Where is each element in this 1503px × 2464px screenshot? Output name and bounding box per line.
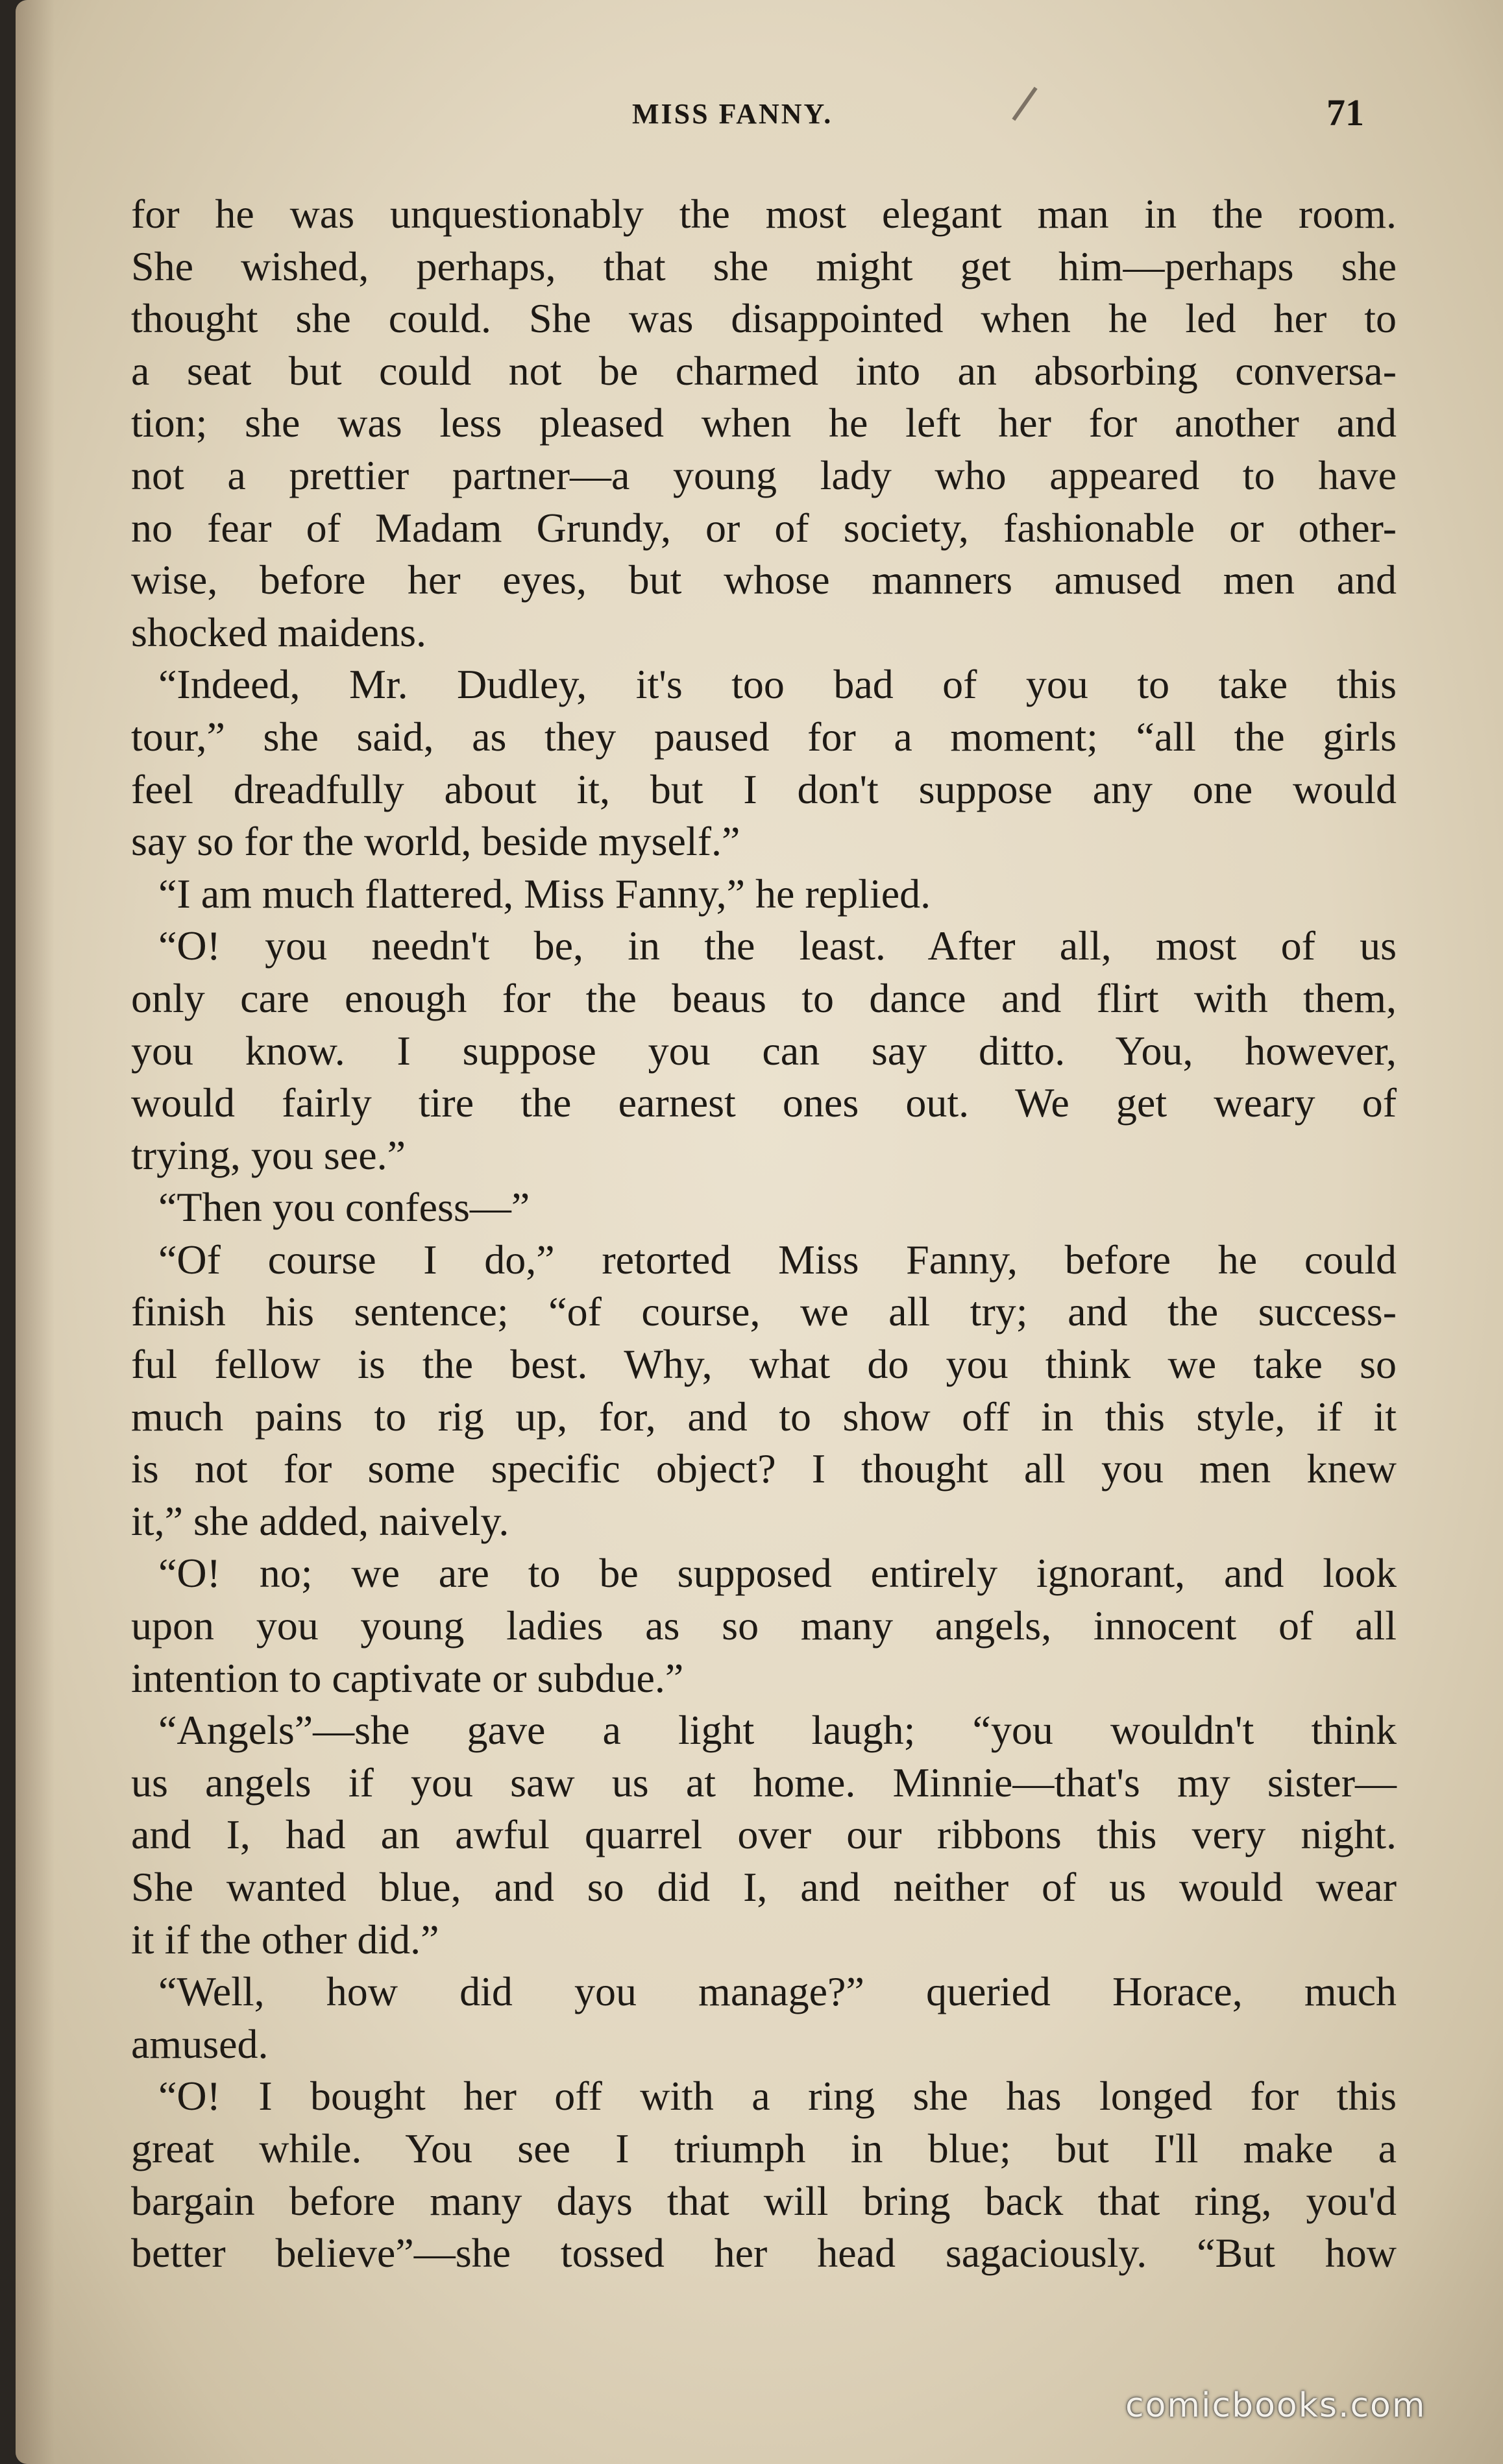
text-line: is not for some specific object? I thought all you men knew bbox=[131, 1445, 1397, 1492]
text-line: feel dreadfully about it, but I don't suppose any one would bbox=[131, 766, 1397, 812]
text-line: tour,” she said, as they paused for a moment; “all the girls bbox=[131, 713, 1397, 760]
text-line: no fear of Madam Grundy, or of society, fashionable or other- bbox=[131, 504, 1397, 551]
page-number: 71 bbox=[1326, 91, 1364, 134]
text-line: thought she could. She was disappointed when he led her to bbox=[131, 295, 1397, 342]
book-page bbox=[16, 0, 1503, 2464]
text-line: “Angels”—she gave a light laugh; “you wouldn't think bbox=[158, 1707, 1397, 1754]
body-text bbox=[131, 188, 1397, 2280]
text-line: great while. You see I triumph in blue; but I'll make a bbox=[131, 2125, 1397, 2171]
text-line: amused. bbox=[131, 2020, 269, 2067]
text-line: a seat but could not be charmed into an absorbing conversa- bbox=[131, 347, 1397, 394]
text-line: “O! I bought her off with a ring she has longed for this bbox=[158, 2073, 1397, 2120]
text-line: upon you young ladies as so many angels, innocent of all bbox=[131, 1602, 1397, 1649]
text-line: “Well, how did you manage?” queried Horace, much bbox=[158, 1968, 1397, 2015]
text-line: only care enough for the beaus to dance and flirt with them, bbox=[131, 974, 1397, 1021]
text-line: better believe”—she tossed her head sagaciously. “But how bbox=[131, 2230, 1397, 2277]
page-header bbox=[16, 91, 1503, 143]
text-line: you know. I suppose you can say ditto. You, however, bbox=[131, 1027, 1397, 1074]
text-line: “I am much flattered, Miss Fanny,” he replied. bbox=[158, 870, 931, 917]
running-head: MISS FANNY. bbox=[632, 98, 833, 130]
text-line: not a prettier partner—a young lady who appeared to have bbox=[131, 452, 1397, 498]
text-line: finish his sentence; “of course, we all try; and the success- bbox=[131, 1288, 1397, 1335]
text-line: bargain before many days that will bring back that ring, you'd bbox=[131, 2177, 1397, 2224]
text-line: for he was unquestionably the most elegant man in the room. bbox=[131, 191, 1397, 237]
text-line: “Indeed, Mr. Dudley, it's too bad of you to take this bbox=[158, 661, 1397, 708]
text-line: “Then you confess—” bbox=[158, 1184, 530, 1231]
text-line: shocked maidens. bbox=[131, 609, 426, 655]
text-line: She wished, perhaps, that she might get him—perhaps she bbox=[131, 243, 1397, 289]
text-line: it,” she added, naively. bbox=[131, 1497, 509, 1544]
text-line: tion; she was less pleased when he left her for another and bbox=[131, 400, 1397, 446]
text-line: us angels if you saw us at home. Minnie—that's my sister— bbox=[131, 1759, 1397, 1806]
text-line: trying, you see.” bbox=[131, 1131, 406, 1178]
text-line: “O! no; we are to be supposed entirely ignorant, and look bbox=[158, 1550, 1397, 1597]
text-line: and I, had an awful quarrel over our ribbons this very night. bbox=[131, 1811, 1397, 1858]
watermark: comicbooks.com bbox=[1125, 2386, 1426, 2425]
text-line: say so for the world, beside myself.” bbox=[131, 818, 740, 865]
text-line: ful fellow is the best. Why, what do you think we take so bbox=[131, 1341, 1397, 1388]
text-line: it if the other did.” bbox=[131, 1916, 439, 1963]
text-line: much pains to rig up, for, and to show off in this style, if it bbox=[131, 1393, 1397, 1440]
text-line: “Of course I do,” retorted Miss Fanny, before he could bbox=[158, 1236, 1397, 1283]
text-line: would fairly tire the earnest ones out. We get weary of bbox=[131, 1080, 1397, 1126]
text-line: She wanted blue, and so did I, and neither of us would wear bbox=[131, 1864, 1397, 1910]
text-line: “O! you needn't be, in the least. After all, most of us bbox=[158, 923, 1397, 969]
text-line: intention to captivate or subdue.” bbox=[131, 1654, 684, 1701]
text-line: wise, before her eyes, but whose manners amused men and bbox=[131, 557, 1397, 603]
page-shadow bbox=[16, 0, 55, 2464]
